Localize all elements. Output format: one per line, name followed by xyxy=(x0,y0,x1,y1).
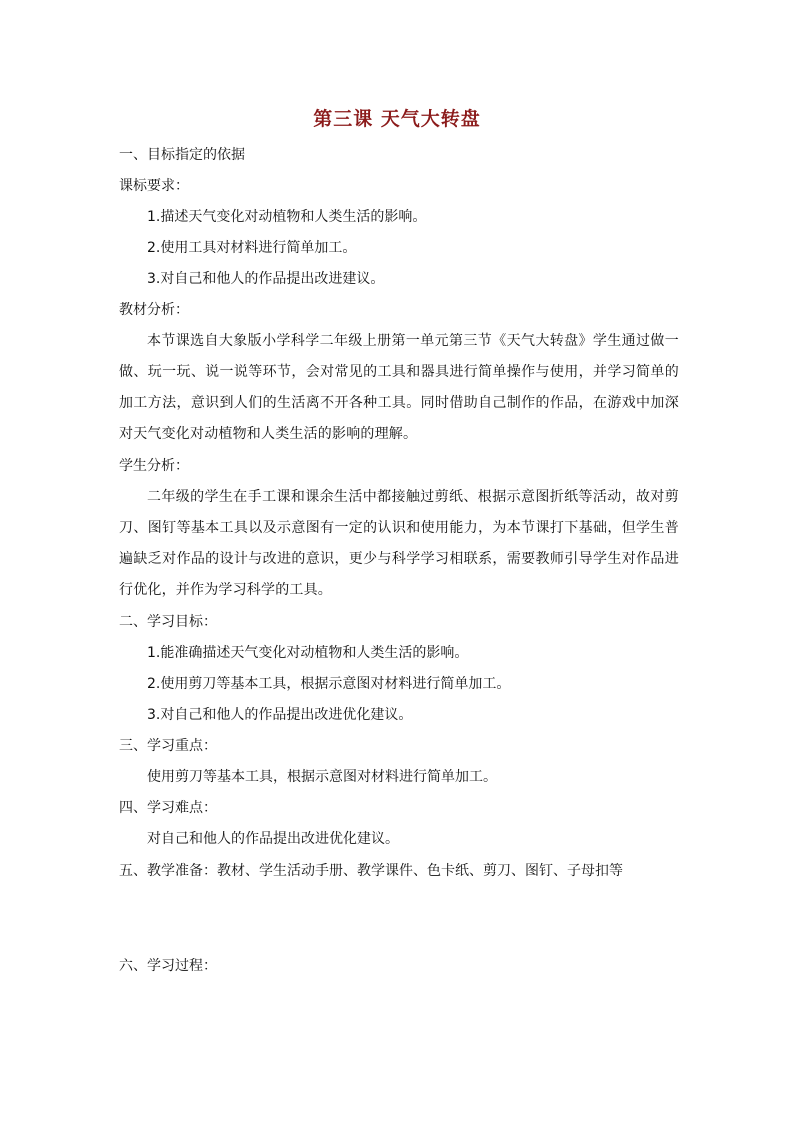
section-2-heading: 二、学习目标： xyxy=(119,614,217,630)
key-point-text: 使用剪刀等基本工具，根据示意图对材料进行简单加工。 xyxy=(147,769,497,785)
curriculum-item-1: 1.描述天气变化对动植物和人类生活的影响。 xyxy=(147,209,427,225)
section-1-heading: 一、目标指定的依据 xyxy=(119,147,245,163)
curriculum-item-3: 3.对自己和他人的作品提出改进建议。 xyxy=(147,271,385,287)
objective-item-3: 3.对自己和他人的作品提出改进优化建议。 xyxy=(147,707,413,723)
textbook-analysis: 本节课选自大象版小学科学二年级上册第一单元第三节《天气大转盘》学生通过做一做、玩一玩、说一说等环节，会对常见的工具和器具进行简单操作与使用，并学习简单的加工方法，意识到人们的生活离不开各种工具。同时借助自己制作的作品，在游戏中加深对天气变化对动植物和人类生活的影响的理解。 xyxy=(119,333,679,442)
difficulty-text: 对自己和他人的作品提出改进优化建议。 xyxy=(147,831,399,847)
section-3-heading: 三、学习重点： xyxy=(119,738,217,754)
lesson-title: 第三课 天气大转盘 xyxy=(313,108,481,130)
section-5-heading: 五、教学准备：教材、学生活动手册、教学课件、色卡纸、剪刀、图钉、子母扣等 xyxy=(119,863,623,879)
curriculum-label: 课标要求： xyxy=(119,178,189,194)
student-label: 学生分析： xyxy=(119,458,189,474)
student-analysis: 二年级的学生在手工课和课余生活中都接触过剪纸、根据示意图折纸等活动，故对剪刀、图钉等基本工具以及示意图有一定的认识和使用能力，为本节课打下基础，但学生普遍缺乏对作品的设计与改进的意识，更少与科学学习相联系，需要教师引导学生对作品进行优化，并作为学习科学的工具。 xyxy=(119,489,679,598)
section-4-heading: 四、学习难点： xyxy=(119,800,217,816)
section-6-heading: 六、学习过程： xyxy=(119,958,217,974)
objective-item-2: 2.使用剪刀等基本工具，根据示意图对材料进行简单加工。 xyxy=(147,676,511,692)
objective-item-1: 1.能准确描述天气变化对动植物和人类生活的影响。 xyxy=(147,645,469,661)
textbook-label: 教材分析： xyxy=(119,302,189,318)
curriculum-item-2: 2.使用工具对材料进行简单加工。 xyxy=(147,240,357,256)
